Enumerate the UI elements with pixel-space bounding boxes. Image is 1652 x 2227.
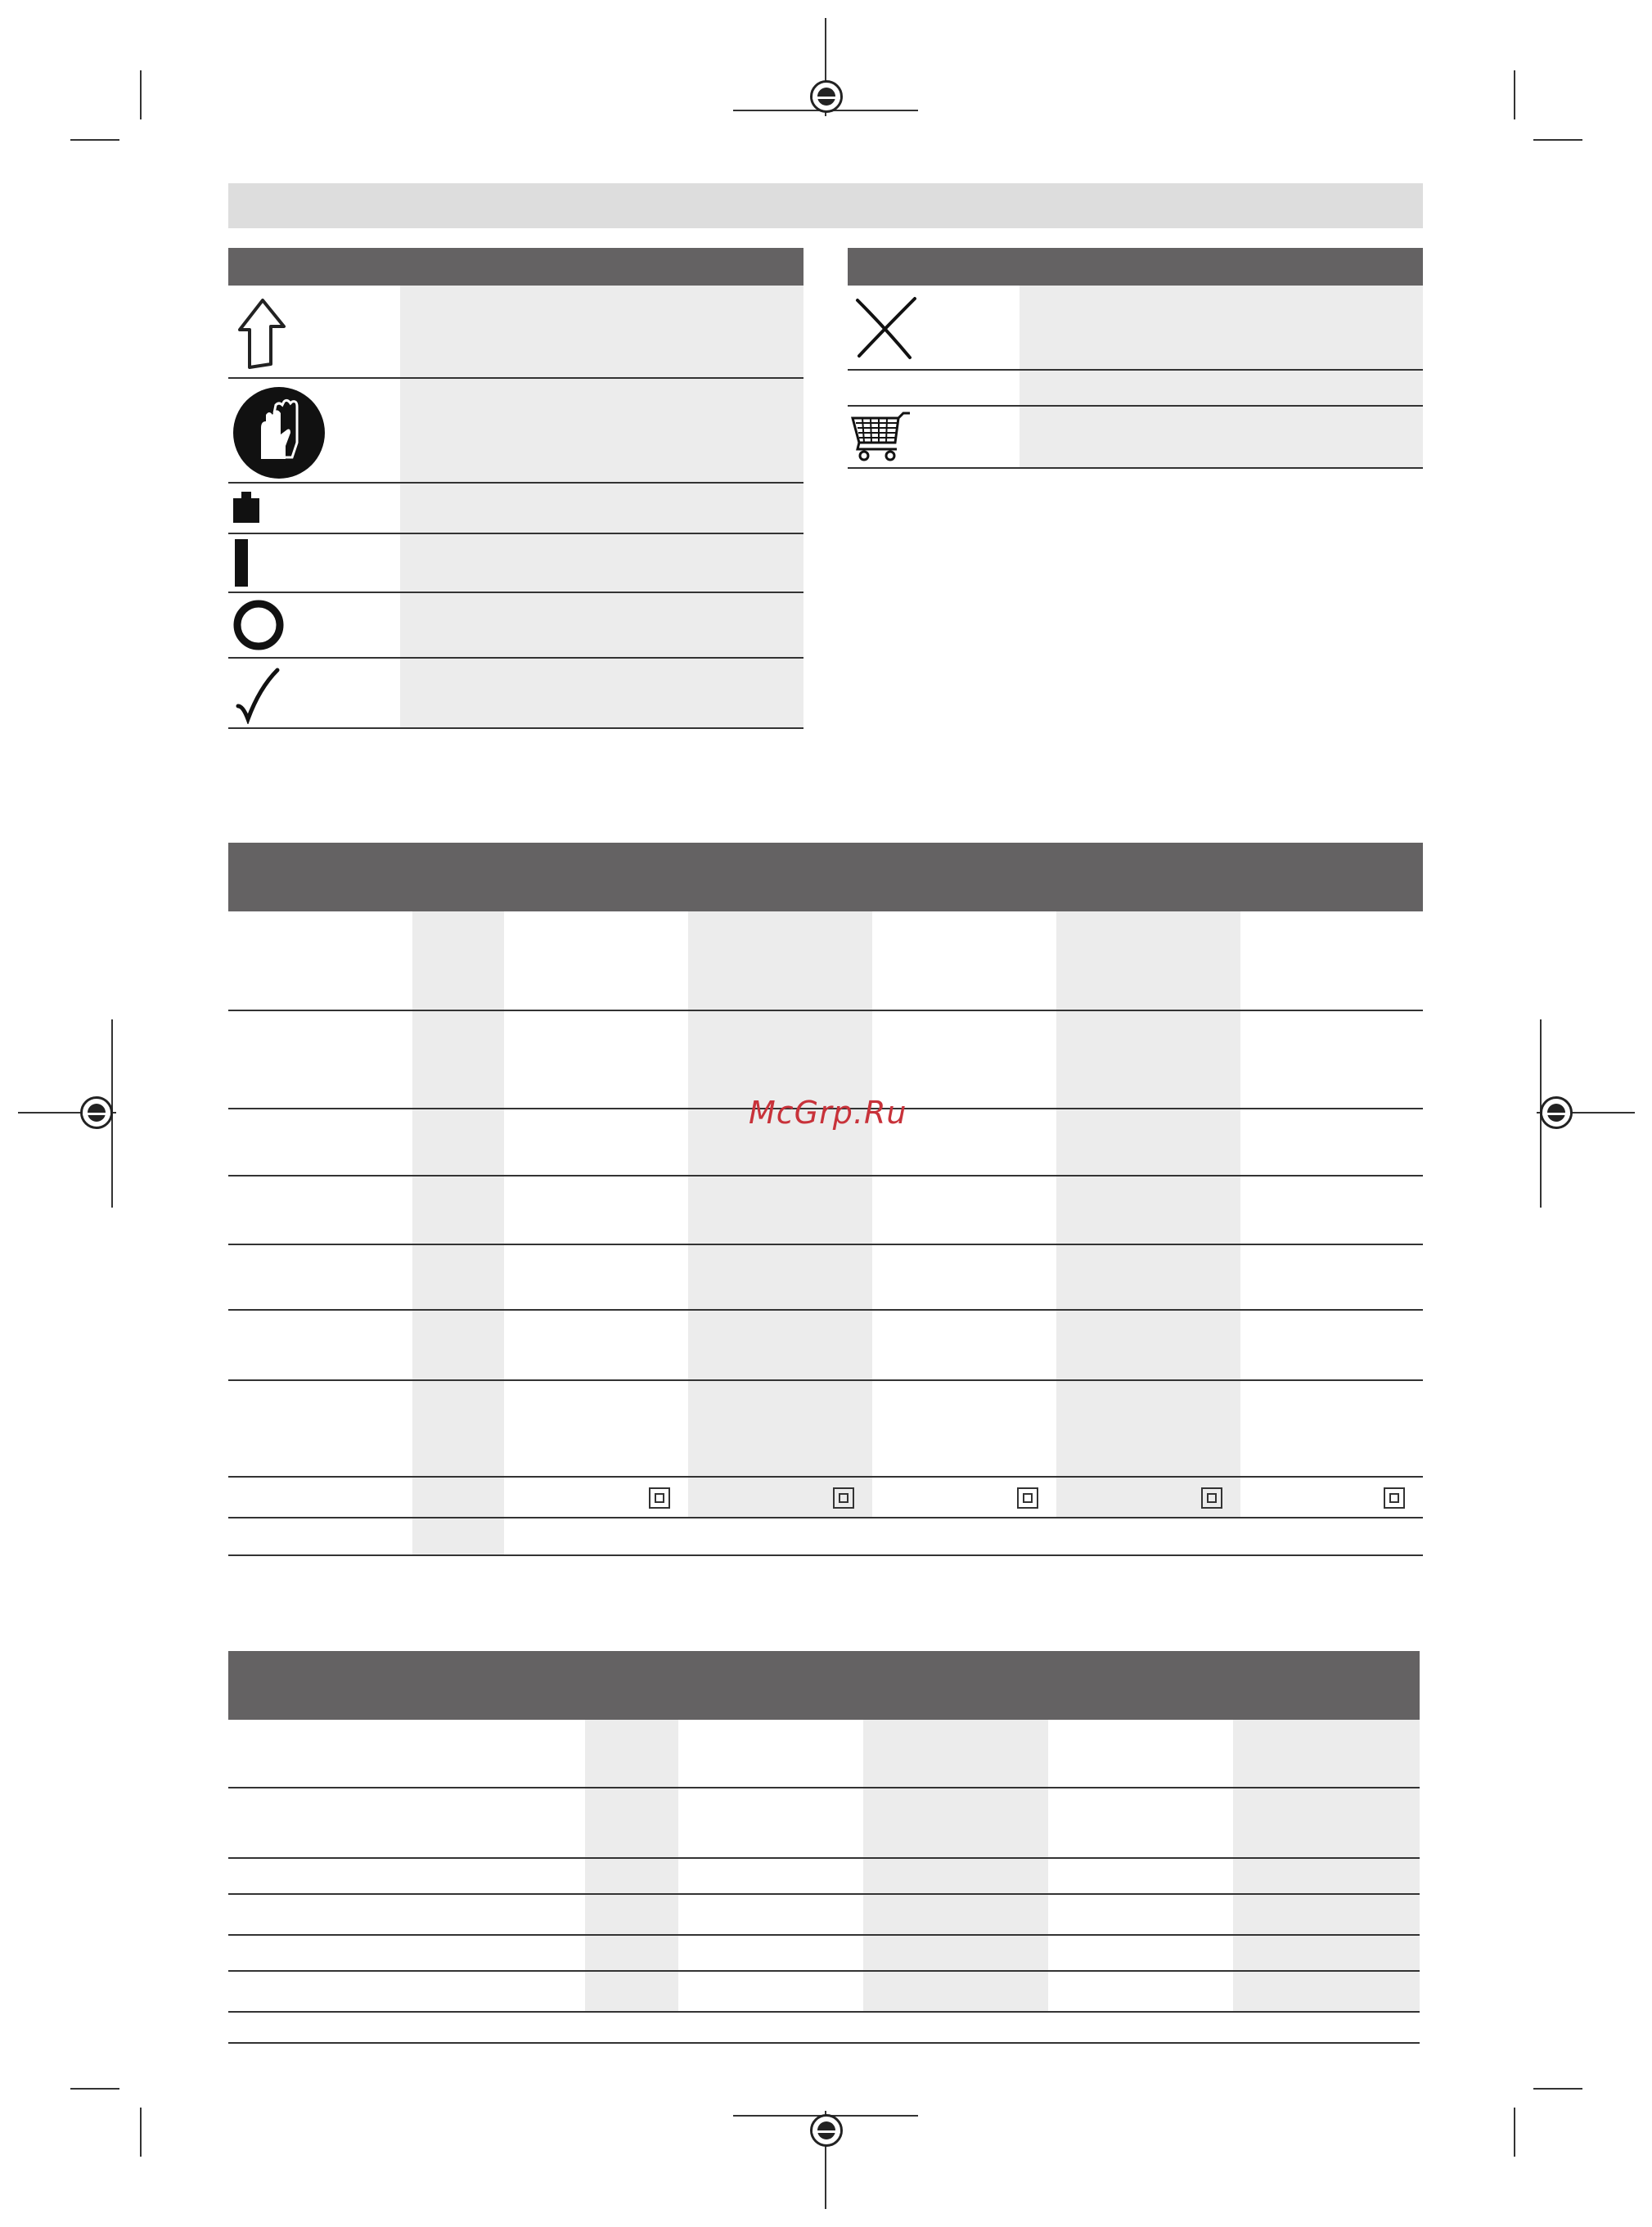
crop-mark [1533,2088,1582,2090]
table-cell [504,911,688,1010]
watermark: McGrp.Ru [749,1095,907,1131]
table-cell [228,1311,412,1379]
arrow-up-icon [235,297,292,371]
table-cell [678,1720,863,1787]
symbol-table-header [848,248,1423,286]
table-cell [412,1245,504,1309]
table-cell [688,911,872,1010]
table-row [228,2013,1420,2044]
symbol-table-header [228,248,803,286]
protection-class-ii-icon [1201,1487,1222,1509]
table-row [228,1381,1423,1478]
table-cell [872,1478,1056,1517]
table-cell [585,1895,678,1934]
symbol-cell [848,371,1020,405]
table-cell [1240,911,1423,1010]
table-cell [1240,1311,1423,1379]
table-row [228,1245,1423,1311]
table-row [228,1859,1420,1895]
crop-mark [70,139,119,141]
table-cell [228,1245,412,1309]
cross-icon [853,295,918,361]
registration-mark-icon [810,2114,843,2147]
table-cell [1233,1859,1420,1893]
table-cell [1048,1859,1233,1893]
weight-icon [232,490,264,526]
table-cell [678,1972,863,2011]
table-cell [504,1176,688,1244]
table-cell [228,1176,412,1244]
table-cell [412,1176,504,1244]
table-cell [1240,1381,1423,1476]
table-cell [1233,1895,1420,1934]
crop-mark [140,70,142,119]
table-row [228,1176,1423,1245]
symbol-description [1020,371,1423,405]
table-cell [863,1972,1048,2011]
table-cell [504,1478,688,1517]
symbol-description [400,659,803,727]
section-header-bar [228,183,1423,228]
table-cell [1233,1788,1420,1857]
table-cell [504,1518,1423,1554]
table-cell [863,1936,1048,1970]
table-cell [228,1788,585,1857]
table-cell [688,1381,872,1476]
symbol-row [228,484,803,534]
table-cell [872,1176,1056,1244]
table-cell [585,1720,678,1787]
symbol-cell [228,659,400,727]
table-cell [678,1788,863,1857]
protection-class-ii-icon [1384,1487,1405,1509]
table-cell [228,911,412,1010]
table-cell [1240,1109,1423,1175]
table-one-body [228,911,1423,1556]
gloves-icon [232,385,326,480]
crop-mark [70,2088,119,2090]
table-cell [412,911,504,1010]
table-cell [412,1518,504,1554]
table-cell [1056,1176,1240,1244]
table-cell [1240,1478,1423,1517]
table-cell [688,1478,872,1517]
table-cell [1240,1245,1423,1309]
symbol-description [1020,407,1423,467]
table-cell [688,1311,872,1379]
table-cell [504,1109,688,1175]
symbol-row [228,534,803,593]
symbol-row [228,593,803,659]
table-cell [504,1011,688,1108]
table-cell [228,1518,412,1554]
symbol-table-left [228,248,803,729]
table-cell [228,1720,585,1787]
table-cell [863,1720,1048,1787]
table-cell [228,1109,412,1175]
crop-mark [1533,139,1582,141]
table-row [228,1478,1423,1518]
table-cell [678,1895,863,1934]
symbol-cell [228,534,400,592]
table-cell [872,1311,1056,1379]
table-one-header [228,843,1423,911]
table-cell [228,1011,412,1108]
crop-mark [1514,70,1515,119]
table-cell [863,1788,1048,1857]
table-cell [1233,1972,1420,2011]
table-cell [1233,1720,1420,1787]
symbol-cell [228,379,400,482]
table-row [228,1720,1420,1788]
table-cell [688,1011,872,1108]
table-cell [1056,1478,1240,1517]
symbol-table-right [848,248,1423,469]
table-cell [504,1245,688,1309]
symbol-cell [228,593,400,657]
table-cell [1240,1011,1423,1108]
table-cell [1048,1788,1233,1857]
crop-mark [1514,2108,1515,2157]
table-cell [1048,1895,1233,1934]
protection-class-ii-icon [833,1487,854,1509]
table-two-body [228,1720,1420,2044]
table-cell [872,1245,1056,1309]
symbol-row [228,379,803,484]
table-cell [228,1895,585,1934]
table-cell [1056,1109,1240,1175]
symbol-description [400,593,803,657]
table-cell [863,1859,1048,1893]
table-cell [872,1011,1056,1108]
symbol-row [848,371,1423,407]
table-row [228,1936,1420,1972]
symbol-cell [848,286,1020,369]
table-cell [678,1936,863,1970]
table-cell [872,1381,1056,1476]
table-cell [872,911,1056,1010]
symbol-cell [228,286,400,377]
table-cell [585,1859,678,1893]
bar-icon [233,538,253,590]
table-cell [1048,1972,1233,2011]
table-cell [228,1859,585,1893]
symbol-cell [228,484,400,533]
protection-class-ii-icon [1017,1487,1038,1509]
symbol-cell [848,407,1020,467]
symbol-description [400,379,803,482]
symbol-description [400,484,803,533]
symbol-description [1020,286,1423,369]
table-cell [1056,911,1240,1010]
table-row [228,1895,1420,1936]
table-cell [585,1788,678,1857]
registration-mark-icon [80,1096,113,1129]
table-cell [1056,1311,1240,1379]
table-cell [228,1972,585,2011]
symbol-row [848,407,1423,469]
table-cell [412,1478,504,1517]
table-cell [412,1311,504,1379]
circle-icon [232,598,286,652]
table-cell [1056,1381,1240,1476]
table-cell [504,1381,688,1476]
table-two-header [228,1651,1420,1720]
table-cell [1233,1936,1420,1970]
symbol-description [400,286,803,377]
table-cell [585,1972,678,2011]
protection-class-ii-icon [649,1487,670,1509]
check-icon [235,665,289,724]
table-row [228,1972,1420,2013]
table-cell [412,1011,504,1108]
symbol-row [228,659,803,729]
table-cell [228,1936,585,1970]
table-cell [228,2013,1420,2042]
table-cell [688,1176,872,1244]
table-cell [1048,1936,1233,1970]
table-row [228,1788,1420,1859]
table-cell [1056,1245,1240,1309]
table-cell [1240,1176,1423,1244]
table-cell [1056,1011,1240,1108]
table-cell [412,1381,504,1476]
table-cell [228,1478,412,1517]
cart-icon [851,410,913,464]
crop-mark [140,2108,142,2157]
registration-mark-icon [1540,1096,1573,1129]
table-cell [678,1859,863,1893]
table-row [228,1518,1423,1556]
table-row [228,911,1423,1011]
table-cell [688,1245,872,1309]
symbol-description [400,534,803,592]
registration-mark-icon [810,80,843,113]
table-row [228,1311,1423,1381]
table-cell [504,1311,688,1379]
table-cell [1048,1720,1233,1787]
table-cell [228,1381,412,1476]
table-cell [585,1936,678,1970]
table-cell [863,1895,1048,1934]
symbol-row [228,286,803,379]
symbol-row [848,286,1423,371]
table-cell [412,1109,504,1175]
